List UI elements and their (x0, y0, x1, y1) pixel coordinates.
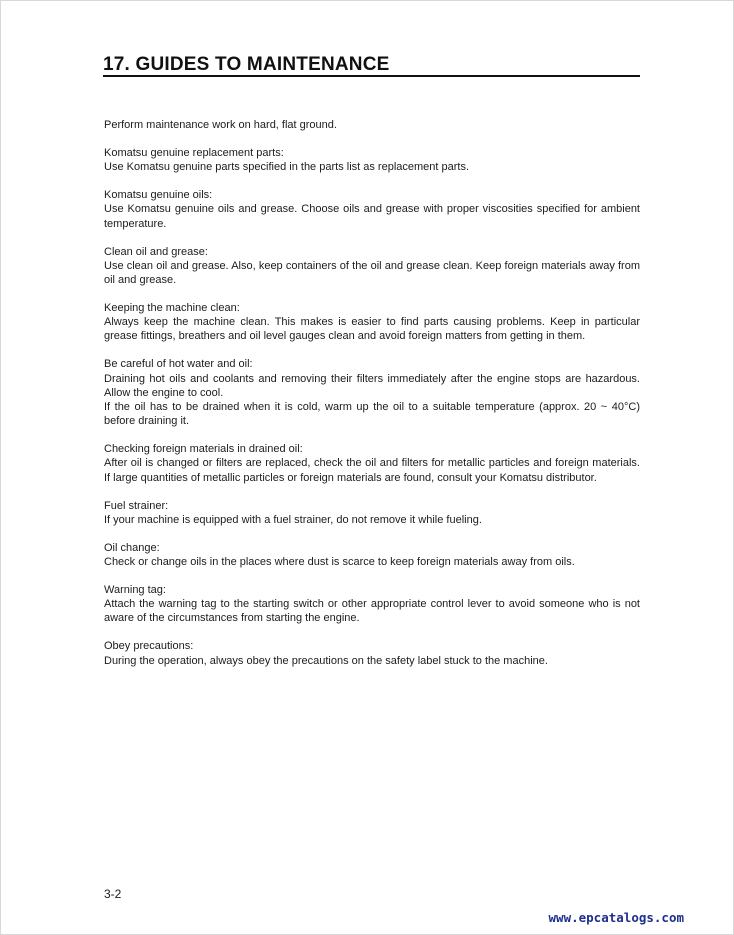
section-heading: Checking foreign materials in drained oil: (104, 443, 303, 456)
section-heading: Komatsu genuine replacement parts: (104, 147, 284, 159)
section-text: During the operation, always obey the precautions on the safety label stuck to the machine. (104, 654, 548, 667)
section-text: Attach the warning tag to the starting switch or other appropriate control lever to avoid someone who is not aware of the circumstances from starting the engine. (104, 598, 640, 625)
section-text: If the oil has to be drained when it is cold, warm up the oil to a suitable temperature (approx. 20 ~ 40°C) before draining it. (104, 401, 640, 428)
section-text: Always keep the machine clean. This makes is easier to find parts causing problems. Keep in particular grease fittings, breathers and oil level gauges clean and avoid foreign matters from getting in them. (104, 316, 640, 343)
watermark-url[interactable]: www.epcatalogs.com (548, 910, 684, 925)
section-warning-tag (104, 583, 640, 626)
document-body (104, 118, 640, 682)
section-heading: Oil change: (104, 541, 160, 554)
section-text: After oil is changed or filters are replaced, check the oil and filters for metallic particles and foreign materials. If large quantities of metallic particles or foreign materials are found, consult your Komatsu distributor. (104, 457, 640, 484)
section-heading: Fuel strainer: (104, 499, 169, 512)
intro-paragraph (104, 118, 640, 132)
section-text: Check or change oils in the places where dust is scarce to keep foreign materials away from oils. (104, 556, 575, 569)
section-hot-water-oil (104, 357, 640, 428)
title-underline (103, 75, 640, 77)
section-obey-precautions (104, 639, 640, 667)
section-text: Use Komatsu genuine parts specified in the parts list as replacement parts. (104, 161, 470, 174)
section-drained-oil (104, 442, 640, 485)
section-heading: Warning tag: (104, 584, 166, 597)
section-machine-clean (104, 301, 640, 344)
section-text: Use clean oil and grease. Also, keep containers of the oil and grease clean. Keep foreign materials away from oil and grease. (104, 259, 640, 287)
page-number: 3-2 (104, 887, 122, 901)
section-heading: Keeping the machine clean: (104, 302, 240, 315)
section-header (103, 54, 640, 76)
section-genuine-parts (104, 146, 640, 174)
section-text: If your machine is equipped with a fuel strainer, do not remove it while fueling. (104, 513, 482, 526)
section-genuine-oils (104, 188, 640, 231)
section-oil-change (104, 541, 640, 569)
section-fuel-strainer (104, 499, 640, 527)
section-clean-oil (104, 245, 640, 288)
page-title: 17. GUIDES TO MAINTENANCE (103, 54, 390, 75)
section-text: Use Komatsu genuine oils and grease. Choose oils and grease with proper viscosities specified for ambient temperature. (104, 203, 640, 230)
section-heading: Obey precautions: (104, 640, 194, 653)
section-text: Draining hot oils and coolants and removing their filters immediately after the engine stops are hazardous. Allow the engine to cool. (104, 372, 640, 399)
intro-text: Perform maintenance work on hard, flat ground. (104, 119, 337, 131)
section-heading: Clean oil and grease: (104, 245, 208, 258)
section-heading: Komatsu genuine oils: (104, 189, 213, 202)
section-heading: Be careful of hot water and oil: (104, 358, 253, 371)
